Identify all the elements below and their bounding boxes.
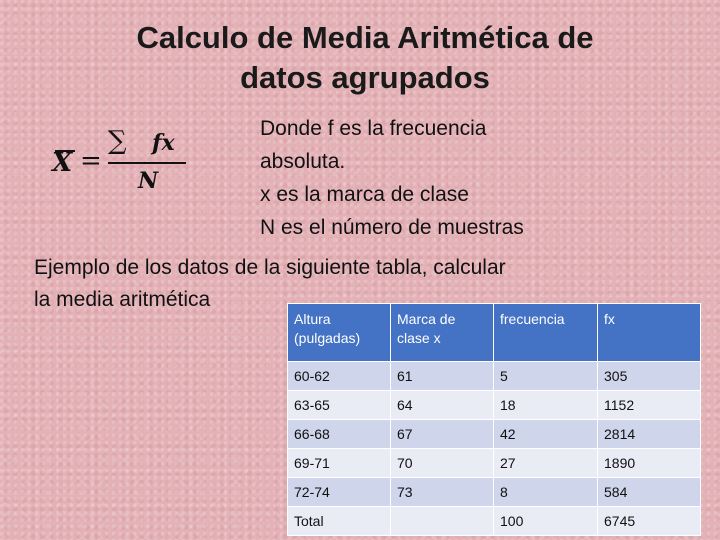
fraction-line [108,162,186,164]
table-cell: 42 [494,420,598,449]
title-line-1: Calculo de Media Aritmética de [136,20,594,55]
formula-lhs: X [52,148,73,178]
formula-denominator: N [138,168,159,194]
description-line: absoluta. [260,150,346,173]
table-row [288,478,701,507]
table-row [288,391,701,420]
table-cell: 5 [494,362,598,391]
description-line: x es la marca de clase [260,183,469,206]
table-cell: 64 [391,391,494,420]
title-line-2: datos agrupados [240,60,490,95]
table-cell: 2814 [598,420,701,449]
description-line: N es el número de muestras [260,216,524,239]
description-line: Donde f es la frecuencia [260,117,487,140]
table-cell: 60-62 [288,362,391,391]
table-cell: 6745 [598,507,701,536]
table-cell: 584 [598,478,701,507]
header-frecuencia: frecuencia [494,304,598,362]
table-cell: 73 [391,478,494,507]
formula-equals: = [80,146,102,176]
table-cell: 66-68 [288,420,391,449]
table-cell: 1152 [598,391,701,420]
example-line: la media aritmética [34,288,211,311]
formula-numerator: fx [152,130,175,156]
table-cell: 72-74 [288,478,391,507]
table-cell: 305 [598,362,701,391]
table-cell: 67 [391,420,494,449]
header-altura: Altura (pulgadas) [288,304,391,362]
table-cell: 61 [391,362,494,391]
mean-formula [52,126,202,206]
example-line: Ejemplo de los datos de la siguiente tabla, calcular [34,256,506,279]
grouped-data-table [287,303,701,536]
table-cell: 8 [494,478,598,507]
table-row [288,362,701,391]
table-cell: 63-65 [288,391,391,420]
table-row [288,449,701,478]
table-cell [391,507,494,536]
table-cell: 70 [391,449,494,478]
table-header-row [288,304,701,362]
table-cell: Total [288,507,391,536]
table-cell: 27 [494,449,598,478]
table-row [288,420,701,449]
sum-symbol: ∑ [108,126,127,156]
header-fx: fx [598,304,701,362]
formula-description [260,112,524,244]
table-cell: 18 [494,391,598,420]
table-cell: 100 [494,507,598,536]
header-marca-de-clase: Marca de clase x [391,304,494,362]
table-cell: 1890 [598,449,701,478]
slide-title [110,18,620,98]
table-total-row [288,507,701,536]
table-cell: 69-71 [288,449,391,478]
